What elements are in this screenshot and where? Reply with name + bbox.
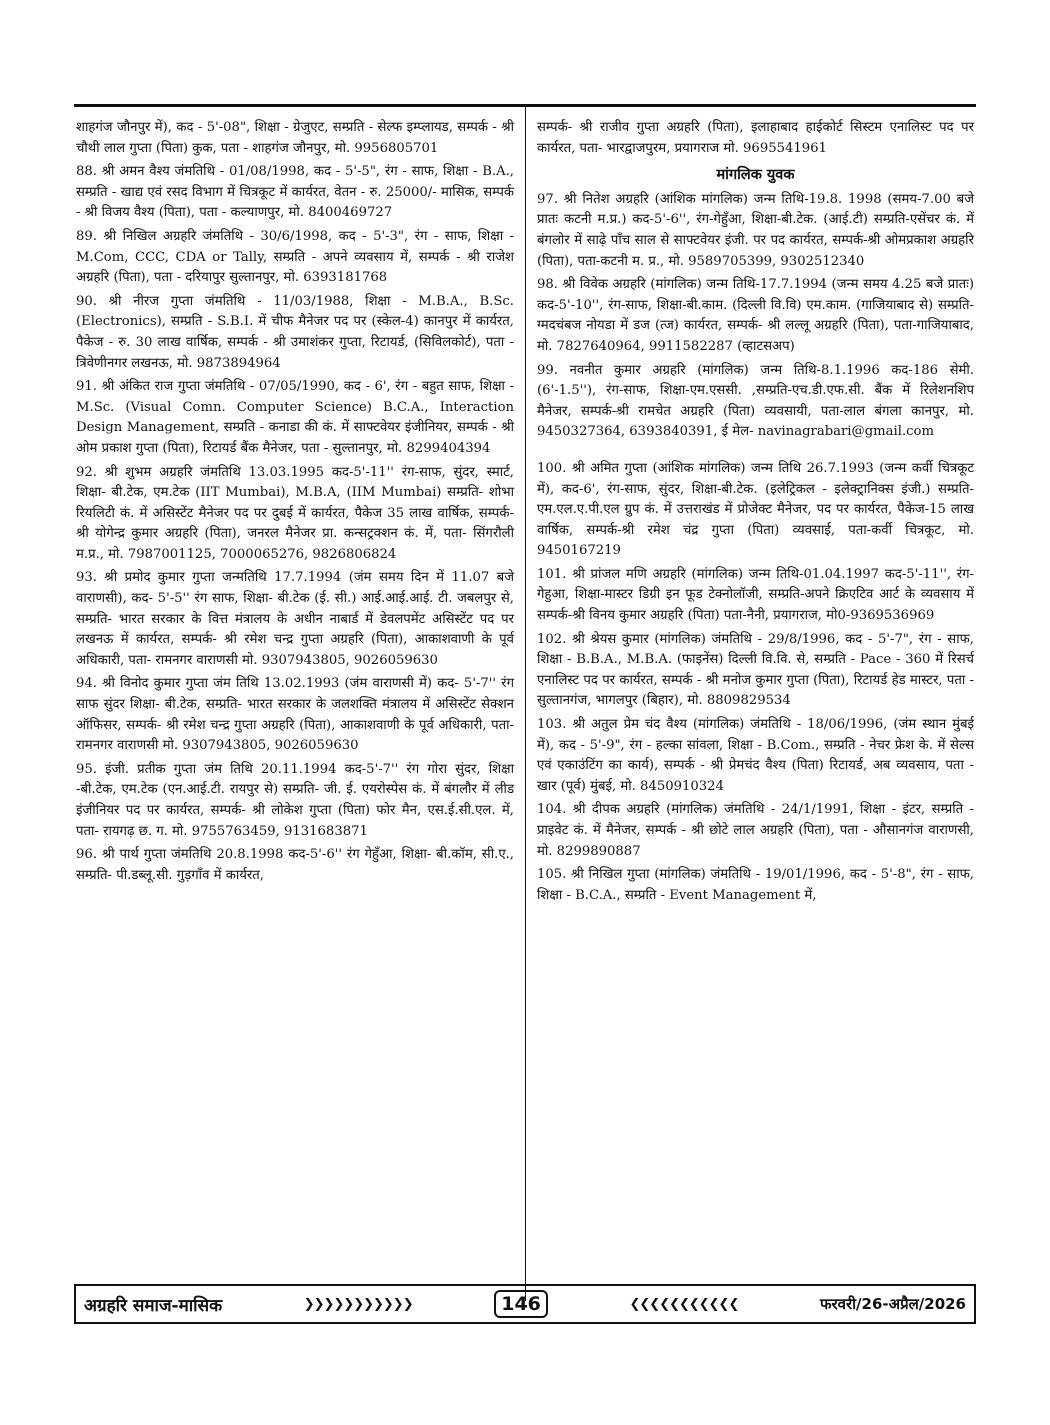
listing-entry-101: 101. श्री प्रांजल मणि अग्रहरि (मांगलिक) जन्म तिथि-01.04.1997 कद-5'-11'', रंग-गेहुआ, शिक्षा-मास्टर डिग्री इन फूड टेक्नोलॉजी, सम्प्रति-अपने क्रिएटिव आर्ट के व्यवसाय में सम्पर्क-श्री विनय कुमार अग्रहरि (पिता) पता-नैनी, प्रयागराज, मो0-9369536969 [537, 566, 974, 624]
listing-entry-104: 104. श्री दीपक अग्रहरि (मांगलिक) जंमतिथि - 24/1/1991, शिक्षा - इंटर, सम्प्रति - प्राइवेट कं. में मैनेजर, सम्पर्क - श्री छोटे लाल अग्रहरि (पिता), पता - औसानगंज वाराणसी, मो. 8299890887 [537, 802, 974, 859]
listing-entry-88: 88. श्री अमन वैश्य जंमतिथि - 01/08/1998, कद - 5'-5", रंग - साफ, शिक्षा - B.A., सम्प्रति - खाद्य एवं रसद विभाग में चित्रकूट में कार्यरत, वेतन - रु. 25000/- मासिक, सम्पर्क - श्री विजय वैश्य (पिता), पता - कल्याणपुर, मो. 8400469727 [76, 164, 514, 221]
listing-entry-93: 93. श्री प्रमोद कुमार गुप्ता जन्मतिथि 17.7.1994 (जंम समय दिन में 11.07 बजे वाराणसी), कद- 5'-5'' रंग साफ, शिक्षा- बी.टेक (ई. सी.) आई.आई.आई. टी. जबलपुर से, सम्प्रति- भारत सरकार के वित्त मंत्रालय के अधीन नाबार्ड में डेवलपमेंट असिस्टेंट पद पर लखनऊ में कार्यरत, सम्पर्क- श्री रमेश चन्द्र गुप्ता अग्रहरि (पिता), आकाशवाणी के पूर्व अधिकारी, पता- रामनगर वाराणसी मो. 9307943805, 9026059630 [76, 570, 514, 668]
listing-entry-95: 95. इंजी. प्रतीक गुप्ता जंम तिथि 20.11.1994 कद-5'-7'' रंग गोरा सुंदर, शिक्षा -बी.टेक, एम.टेक (एन.आई.टी. रायपुर से) सम्प्रति- जी. ई. एयरोस्पेस कं. में बंगलौर में लीड इंजीनियर पद पर कार्यरत, सम्पर्क- श्री लोकेश गुप्ता (पिता) फोर मैन, एस.ई.सी.एल. में, पता- रायगढ़ छ. ग. मो. 9755763459, 9131683871 [76, 761, 514, 839]
listing-entry-continued: सम्पर्क- श्री राजीव गुप्ता अग्रहरि (पिता), इलाहाबाद हाईकोर्ट सिस्टम एनालिस्ट पद पर कार्यरत, पता- भारद्वाजपुरम, प्रयागराज मो. 9695541961 [537, 120, 974, 156]
arrow-ornament-left-icon: ❯❯❯❯❯❯❯❯❯❯❯ [303, 1296, 413, 1312]
listing-entry-102: 102. श्री श्रेयस कुमार (मांगलिक) जंमतिथि - 29/8/1996, कद - 5'-7", रंग - साफ, शिक्षा - B.B.A., M.B.A. (फाइनेंस) दिल्ली वि.वि. से, सम्प्रति - Pace - 360 में रिसर्च एनालिस्ट पद पर कार्यरत, सम्पर्क - श्री मनोज कुमार गुप्ता (पिता), रिटायर्ड हेड मास्टर, पता - सुल्तानगंज, भागलपुर (बिहार), मो. 8809829534 [537, 631, 974, 709]
listing-entry-94: 94. श्री विनोद कुमार गुप्ता जंम तिथि 13.02.1993 (जंम वाराणसी में) कद- 5'-7'' रंग साफ सुंदर शिक्षा- बी.टेक, सम्प्रति- भारत सरकार के जलशक्ति मंत्रालय में असिस्टेंट सेक्शन ऑफिसर, सम्पर्क- श्री रमेश चन्द्र गुप्ता अग्रहरि (पिता), आकाशवाणी के पूर्व अधिकारी, पता- रामनगर वाराणसी मो. 9307943805, 9026059630 [76, 676, 514, 754]
section-heading: मांगलिक युवक [716, 166, 795, 184]
page-number: 146 [494, 1290, 548, 1318]
listing-entry-89: 89. श्री निखिल अग्रहरि जंमतिथि - 30/6/1998, कद - 5'-3", रंग - साफ, शिक्षा - M.Com, CCC, CDA or Tally, सम्प्रति - अपने व्यवसाय में, सम्पर्क - श्री राजेश अग्रहरि (पिता), पता - दरियापुर सुल्तानपुर, मो. 6393181768 [76, 228, 514, 286]
listing-entry-98: 98. श्री विवेक अग्रहरि (मांगलिक) जन्म तिथि-17.7.1994 (जन्म समय 4.25 बजे प्रातः) कद-5'-10'', रंग-साफ, शिक्षा-बी.काम. (दिल्ली वि.वि) एम.काम. (गाजियाबाद से) सम्प्रति-ग्मदचंबज नोयडा में डज (त्ज) कार्यरत, सम्पर्क- श्री लल्लू अग्रहरि (पिता), पता-गाजियाबाद, मो. 7827640964, 9911582287 (व्हाटसअप) [537, 277, 974, 354]
page-footer [74, 1284, 976, 1324]
listing-entry: शाहगंज जौनपुर में), कद - 5'-08", शिक्षा - ग्रेजुएट, सम्प्रति - सेल्फ इम्प्लायड, सम्पर्क - श्री चौथी लाल गुप्ता (पिता) कुक, पता - शाहगंज जौनपुर, मो. 9956805701 [76, 120, 514, 156]
listing-entry-91: 91. श्री अंकित राज गुप्ता जंमतिथि - 07/05/1990, कद - 6', रंग - बहुत साफ, शिक्षा - M.Sc. (Visual Comn. Computer Science) B.C.A., Interaction Design Management, सम्प्रति - कनाडा की कं. में साफ्टवेयर इंजीनियर, सम्पर्क - श्री ओम प्रकाश गुप्ता (पिता), रिटायर्ड बैंक मैनेजर, पता - सुल्तानपुर, मो. 8299404394 [76, 379, 514, 456]
right-column [537, 118, 974, 909]
listing-entry-90: 90. श्री नीरज गुप्ता जंमतिथि - 11/03/1988, शिक्षा - M.B.A., B.Sc. (Electronics), सम्प्रति - S.B.I. में चीफ मैनेजर पद पर (स्केल-4) कानपुर में कार्यरत, पैकेज - रु. 30 लाख वार्षिक, सम्पर्क - श्री उमाशंकर गुप्ता, रिटायर्ड, (सिविलकोर्ट), पता - त्रिवेणीनगर लखनऊ, मो. 9873894964 [76, 293, 514, 371]
listing-entry-99: 99. नवनीत कुमार अग्रहरि (मांगलिक) जन्म तिथि-8.1.1996 कद-186 सेमी. (6'-1.5''), रंग-साफ, शिक्षा-एम.एससी. ,सम्प्रति-एच.डी.एफ.सी. बैंक में रिलेशनशिप मैनेजर, सम्पर्क-श्री रामचेत अग्रहरि (पिता) व्यवसायी, पता-लाल बंगला कानपुर, मो. 9450327364, 6393840391, ई मेल- navinagrabari@gmail.com [537, 362, 974, 440]
left-column [76, 118, 514, 889]
listing-entry-92: 92. श्री शुभम अग्रहरि जंमतिथि 13.03.1995 कद-5'-11'' रंग-साफ, सुंदर, स्मार्ट, शिक्षा- बी.टेक, एम.टेक (IIT Mumbai), M.B.A, (IIM Mumbai) सम्प्रति- शोभा रियलिटी कं. में असिस्टेंट मैनेजर पद पर दुबई में कार्यरत, पैकेज 35 लाख वार्षिक, सम्पर्क- श्री योगेन्द्र कुमार अग्रहरि (पिता), जनरल मैनेजर प्रा. कन्सट्रक्शन कं. में, पता- सिंगरौली म.प्र., मो. 7987001125, 7000065276, 9826806824 [76, 464, 514, 562]
magazine-page [74, 104, 976, 1320]
listing-entry-103: 103. श्री अतुल प्रेम चंद वैश्य (मांगलिक) जंमतिथि - 18/06/1996, (जंम स्थान मुंबई में), कद - 5'-9", रंग - हल्का सांवला, शिक्षा - B.Com., सम्प्रति - नेचर फ्रेश के. में सेल्स एवं एकाउंटिंग का कार्य), सम्पर्क - श्री प्रेमचंद वैश्य (पिता) रिटायर्ड, अब व्यवसाय, पता - खार (पूर्व) मुंबई, मो. 8450910324 [537, 717, 974, 794]
magazine-name: अग्रहरि समाज-मासिक [84, 1295, 223, 1316]
listing-entry-97: 97. श्री नितेश अग्रहरि (आंशिक मांगलिक) जन्म तिथि-19.8. 1998 (समय-7.00 बजे प्रातः कटनी म.प्र.) कद-5'-6'', रंग-गेहुँआ, शिक्षा-बी.टेक. (आई.टी) सम्प्रति-एसेंचर कं. में बंगलोर में साढ़े पाँच साल से साफ्टवेयर इंजी. पर पद कार्यरत, सम्पर्क-श्री ओमप्रकाश अग्रहरि (पिता), पता-कटनी म. प्र., मो. 9589705399, 9302512340 [537, 191, 974, 269]
issue-date: फरवरी/26-अप्रैल/2026 [819, 1295, 966, 1313]
listing-entry-100: 100. श्री अमित गुप्ता (आंशिक मांगलिक) जन्म तिथि 26.7.1993 (जन्म कर्वी चित्रकूट में), कद-6', रंग-साफ, सुंदर, शिक्षा-बी.टेक. (इलेट्रिकल - इलेक्ट्रानिक्स इंजी.) सम्प्रति-एम.एल.ए.पी.एल ग्रुप कं. में उत्तराखंड में प्रोजेक्ट मैनेजर, पद पर कार्यरत, पैकेज-15 लाख वार्षिक, सम्पर्क-श्री रमेश चंद्र गुप्ता (पिता) व्यवसाई, पता-कर्वी चित्रकूट, मो. 9450167219 [537, 460, 974, 559]
listing-entry-96: 96. श्री पार्थ गुप्ता जंमतिथि 20.8.1998 कद-5'-6'' रंग गेहुँआ, शिक्षा- बी.कॉम, सी.ए., सम्प्रति- पी.डब्लू.सी. गुड़गाँव में कार्यरत, [76, 847, 514, 883]
listing-entry-105: 105. श्री निखिल गुप्ता (मांगलिक) जंमतिथि - 19/01/1996, कद - 5'-8", रंग - साफ, शिक्षा - B.C.A., सम्प्रति - Event Management में, [537, 867, 974, 903]
arrow-ornament-right-icon: ❮❮❮❮❮❮❮❮❮❮❮ [629, 1296, 739, 1312]
column-divider [525, 104, 526, 1301]
